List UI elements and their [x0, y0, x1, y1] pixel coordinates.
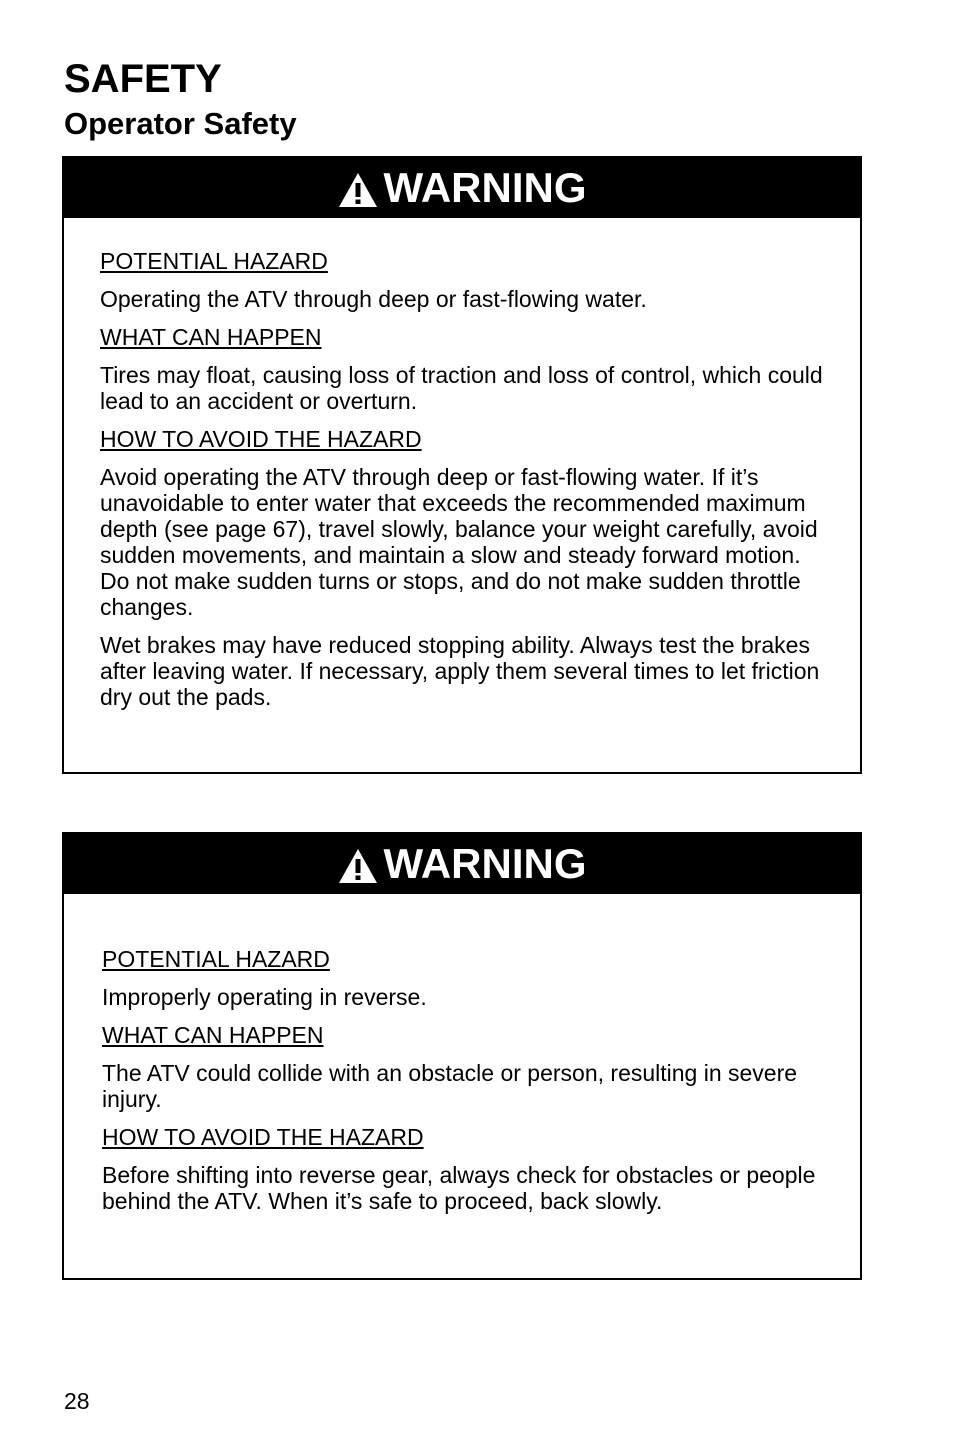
what-can-happen-text: The ATV could collide with an obstacle or person, resulting in severe injury. [102, 1060, 798, 1112]
page-number: 28 [64, 1388, 90, 1414]
warning-header [64, 158, 860, 218]
warning-header [64, 834, 860, 894]
how-to-avoid-text: Before shifting into reverse gear, always check for obstacles or people behind the ATV. When it’s safe to proceed, back slowly. [102, 1162, 816, 1214]
warning-label: WARNING [383, 840, 587, 887]
how-to-avoid-heading: HOW TO AVOID THE HAZARD [102, 1124, 424, 1150]
warning-triangle-icon [338, 848, 378, 884]
warning-label: WARNING [383, 164, 587, 211]
section-title: SAFETY [64, 57, 222, 101]
potential-hazard-text: Operating the ATV through deep or fast-flowing water. [100, 286, 647, 312]
warning-box-reverse [62, 832, 862, 1280]
warning-box-water [62, 156, 862, 774]
potential-hazard-heading: POTENTIAL HAZARD [102, 946, 330, 972]
potential-hazard-heading: POTENTIAL HAZARD [100, 248, 328, 274]
section-subtitle: Operator Safety [64, 106, 297, 141]
how-to-avoid-heading: HOW TO AVOID THE HAZARD [100, 426, 422, 452]
warning-body [102, 946, 830, 1226]
how-to-avoid-text: Avoid operating the ATV through deep or fast-flowing water. If it’s unavoidable to enter water that exceeds the recommended maximum depth (see page 67), travel slowly, balance your weight carefully, avoid sudden movements, and maintain a slow and steady forward motion. Do not make sudden turns or stops, and do not make sudden throttle changes. [100, 464, 818, 620]
what-can-happen-text: Tires may float, causing loss of traction and loss of control, which could lead to an accident or overturn. [100, 362, 823, 414]
how-to-avoid-text-2: Wet brakes may have reduced stopping ability. Always test the brakes after leaving water. If necessary, apply them several times to let friction dry out the pads. [100, 632, 820, 710]
what-can-happen-heading: WHAT CAN HAPPEN [100, 324, 322, 350]
warning-triangle-icon [338, 172, 378, 208]
what-can-happen-heading: WHAT CAN HAPPEN [102, 1022, 324, 1048]
warning-body [100, 248, 830, 722]
potential-hazard-text: Improperly operating in reverse. [102, 984, 427, 1010]
